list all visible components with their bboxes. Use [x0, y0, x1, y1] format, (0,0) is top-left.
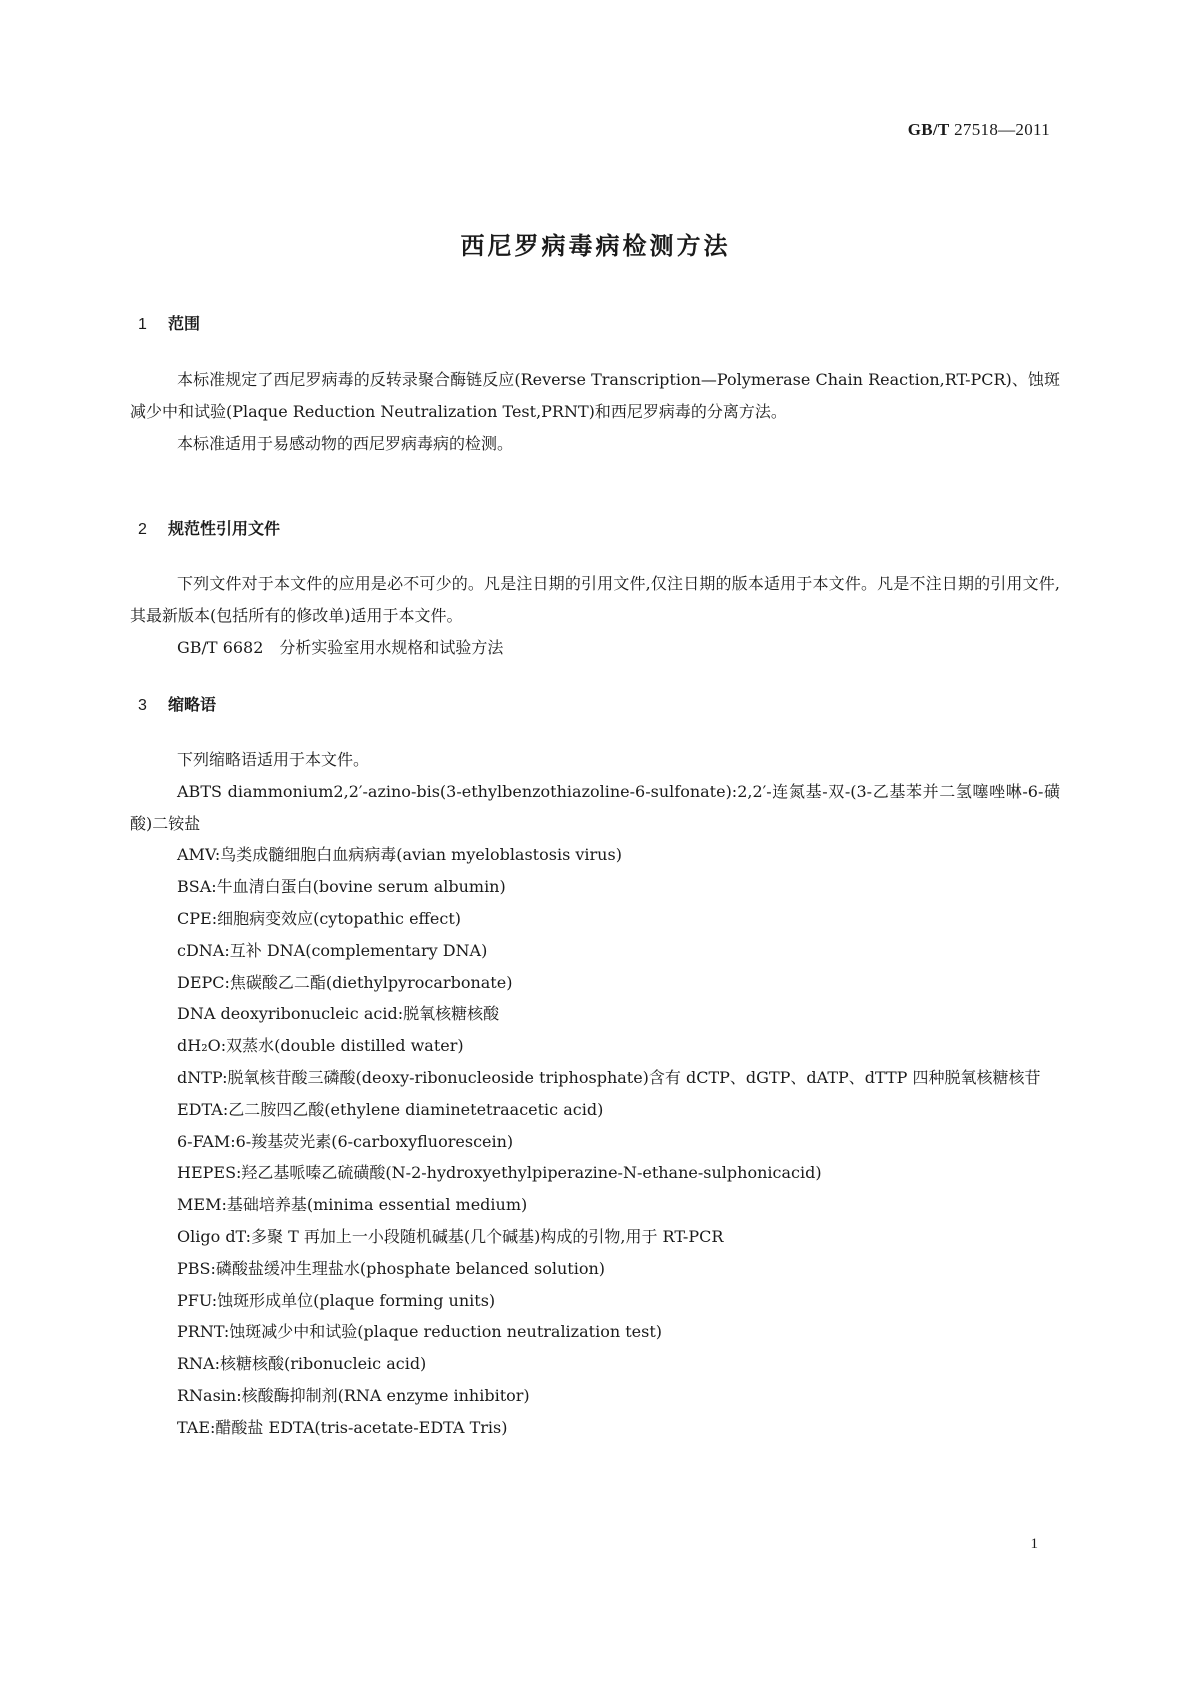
abbreviation-item: CPE:细胞病变效应(cytopathic effect)	[177, 908, 462, 928]
abbreviation-item: DNA deoxyribonucleic acid:脱氧核糖核酸	[177, 1004, 500, 1024]
abbreviation-item: MEM:基础培养基(minima essential medium)	[177, 1195, 528, 1215]
section-number: 2	[138, 521, 147, 538]
abbreviation-item: HEPES:羟乙基哌嗪乙硫磺酸(N-2-hydroxyethylpiperazine-N-ethane-sulphonicacid)	[177, 1163, 822, 1183]
abbreviation-item: RNA:核糖核酸(ribonucleic acid)	[177, 1354, 427, 1374]
section-1-heading	[138, 311, 200, 334]
abbreviation-item: dNTP:脱氧核苷酸三磷酸(deoxy-ribonucleoside triphosphate)含有 dCTP、dGTP、dATP、dTTP 四种脱氧核糖核苷	[177, 1067, 1041, 1087]
paragraph: 下列文件对于本文件的应用是必不可少的。凡是注日期的引用文件,仅注日期的版本适用于本文件。凡是不注日期的引用文件,其最新版本(包括所有的修改单)适用于本文件。	[130, 574, 1060, 625]
section-2-body	[130, 568, 1060, 664]
abbreviation-item: PRNT:蚀斑减少中和试验(plaque reduction neutralization test)	[177, 1322, 662, 1342]
abbreviation-item: dH₂O:双蒸水(double distilled water)	[177, 1036, 464, 1056]
section-3-heading	[138, 692, 216, 715]
section-title: 缩略语	[168, 695, 217, 714]
abbreviation-item: Oligo dT:多聚 T 再加上一小段随机碱基(几个碱基)构成的引物,用于 RT-PCR	[177, 1226, 724, 1246]
section-2-heading	[138, 516, 280, 539]
abbreviation-item: 6-FAM:6-羧基荧光素(6-carboxyfluorescein)	[177, 1131, 514, 1151]
section-number: 1	[138, 316, 147, 333]
section-1-body	[130, 364, 1060, 460]
abbreviation-list	[130, 744, 1060, 1444]
abbreviation-item: PBS:磷酸盐缓冲生理盐水(phosphate belanced solution)	[177, 1258, 606, 1278]
section-title: 范围	[168, 314, 201, 333]
section-number: 3	[138, 697, 147, 714]
paragraph: 本标准规定了西尼罗病毒的反转录聚合酶链反应(Reverse Transcription—Polymerase Chain Reaction,RT-PCR)、蚀斑减少中和试验(Plaque Reduction Neutralization Test,PRNT)和西尼罗病毒的分离方法。	[130, 370, 1060, 421]
normative-reference: GB/T 6682 分析实验室用水规格和试验方法	[177, 638, 504, 657]
page-number: 1	[1030, 1536, 1038, 1552]
abbreviation-item: BSA:牛血清白蛋白(bovine serum albumin)	[177, 877, 506, 897]
abbreviation-item: PFU:蚀斑形成单位(plaque forming units)	[177, 1290, 496, 1310]
abbreviation-item: RNasin:核酸酶抑制剂(RNA enzyme inhibitor)	[177, 1385, 530, 1405]
abbreviation-item: EDTA:乙二胺四乙酸(ethylene diaminetetraacetic acid)	[177, 1099, 604, 1119]
standard-code-prefix: GB/T	[907, 120, 950, 139]
standard-code-number: 27518—2011	[954, 120, 1050, 139]
abbreviation-item: cDNA:互补 DNA(complementary DNA)	[177, 940, 488, 960]
abbreviation-intro: 下列缩略语适用于本文件。	[177, 750, 370, 769]
abbreviation-item: AMV:鸟类成髓细胞白血病病毒(avian myeloblastosis virus)	[177, 845, 622, 865]
abbreviation-item: TAE:醋酸盐 EDTA(tris-acetate-EDTA Tris)	[177, 1417, 508, 1437]
abbreviation-item: ABTS diammonium2,2′-azino-bis(3-ethylbenzothiazoline-6-sulfonate):2,2′-连氮基-双-(3-乙基苯并二氢噻唑啉-6-磺酸)二铵盐	[130, 781, 1060, 833]
section-title: 规范性引用文件	[168, 519, 281, 538]
paragraph: 本标准适用于易感动物的西尼罗病毒病的检测。	[177, 434, 514, 453]
standard-code	[908, 120, 1050, 140]
document-title: 西尼罗病毒病检测方法	[460, 232, 731, 260]
abbreviation-item: DEPC:焦碳酸乙二酯(diethylpyrocarbonate)	[177, 972, 513, 992]
